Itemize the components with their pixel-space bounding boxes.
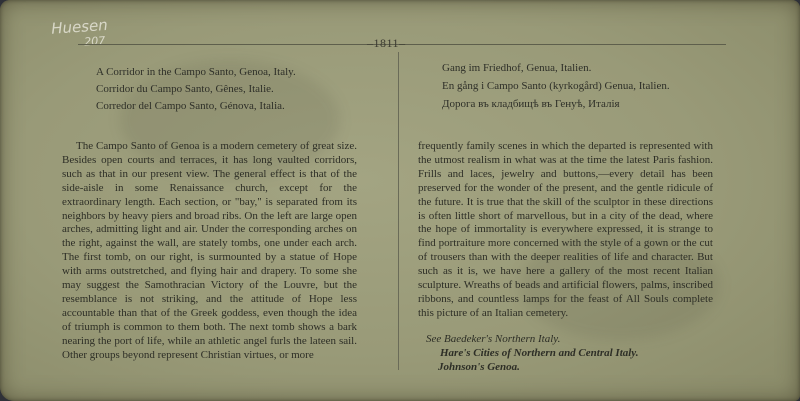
title-german: Gang im Friedhof, Genua, Italien. [442,62,592,74]
column-divider [398,52,399,370]
handwritten-note-line-2: 207 [83,34,106,49]
description-left-column: The Campo Santo of Genoa is a modern cemetery of great size. Besides open courts and terraces, it has long vaulted corridors, such as that in our present view. The general effect is that of the side-aisle in some Renaissance church, except for the extraordinary length. Each section, or "bay," is separated from its neighbors by heavy piers and broad ribs. On the left are large open arches, admitting light and air. Under the corresponding arches on the right, against the wall, are stately tombs, one under each arch. The first tomb, on our right, is surmounted by a statue of Hope with arms outstretched, and flying hair and drapery. To some she may suggest the Samothracian Victory of the Louvre, but the resemblance is not striking, and the attitude of Hope less accountable than that of the Greek goddess, even though the idea of triumph is common to them both. The next tomb shows a bark nearing the port of life, while an athletic angel furls the lateen sail. Other groups beyond represent Christian virtues, or more [62,140,357,361]
description-right-column: frequently family scenes in which the departed is represented with the utmost realism in what was at the time the latest Paris fashion. Frills and laces, jewelry and buttons,—every detail has been preserved for the wonder of the present, and the gentle ridicule of the future. It is true that the skill of the sculptor in these directions is often little short of marvellous, but in a city of the dead, where the hope of immortality is everywhere expressed, it is strange to find portraiture more concerned with the style of a gown or the cut of trousers than with the deeper realities of life and character. But such as it is, we have here a gallery of the most recent Italian sculpture. Wreaths of beads and artificial flowers, palms, inscribed ribbons, and countless lamps for the feast of All Souls complete this picture of an Italian cemetery. [418,140,713,319]
handwritten-note-line-1: Huesen [50,15,109,38]
title-english: A Corridor in the Campo Santo, Genoa, Italy. [96,66,296,78]
title-russian: Дорога въ кладбищѣ въ Генуѣ, Италія [442,98,620,110]
references [426,333,639,374]
catalog-number-value: 1811 [373,36,400,50]
handwritten-note [51,15,134,60]
title-spanish: Corredor del Campo Santo, Génova, Italia. [96,100,285,112]
title-swedish: En gång i Campo Santo (kyrkogård) Genua, Italien. [442,80,670,92]
reference-hare: Hare's Cities of Northern and Central Italy. [440,346,639,359]
reference-baedeker: See Baedeker's Northern Italy. [426,333,561,345]
catalog-number: –1811– [367,36,406,50]
title-french: Corridor du Campo Santo, Gênes, Italie. [96,83,274,95]
reference-johnson: Johnson's Genoa. [438,360,520,373]
